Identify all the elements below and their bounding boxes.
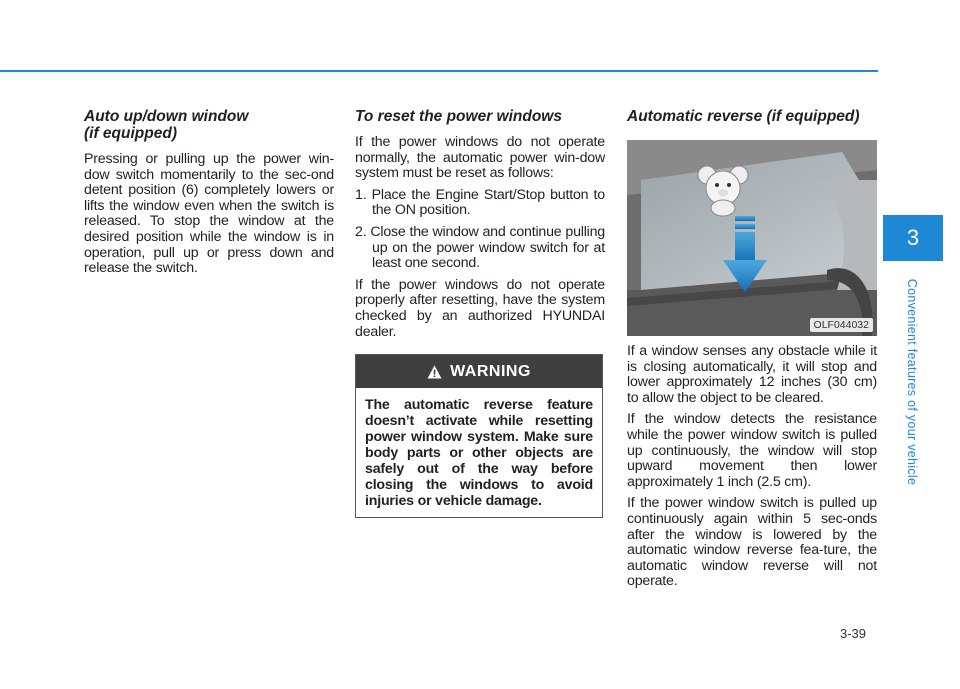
chapter-title: [882, 270, 942, 494]
auto-up-down-body: Pressing or pulling up the power win-dow switch momentarily to the sec-ond detent position (6) completely lowers or lifts the window even when the switch is released. To stop the window at the desired position while the window is in operation, pull up or press down and release the switch.: [84, 151, 334, 277]
auto-up-down-heading: [84, 108, 334, 142]
warning-triangle-icon: [427, 365, 442, 379]
heading-line-2: (if equipped): [84, 125, 177, 142]
column-auto-up-down: [84, 108, 334, 283]
reset-step: 2. Close the window and continue pulling up on the power window switch for at least one second.: [355, 223, 605, 272]
page-number: 3-39: [840, 626, 867, 641]
reset-intro: If the power windows do not operate normally, the automatic power win-dow system must be reset as follows:: [355, 134, 605, 182]
car-window-drawing: [627, 140, 877, 336]
reset-step: 1. Place the Engine Start/Stop button to the ON position.: [355, 186, 605, 219]
warning-title: WARNING: [450, 362, 531, 380]
chapter-title-text: Convenient features of your vehicle: [905, 278, 920, 486]
auto-reverse-text: [627, 344, 877, 596]
warning-body: The automatic reverse feature doesn’t activate while resetting power window system. Make sure body parts or other objects are safely out of the way before closing the windows to avoid injuries or vehicle damage.: [365, 397, 593, 509]
auto-reverse-paragraph: If the power window switch is pulled up continuously again within 5 sec-onds after the window is lowered by the automatic window reverse fea-ture, the automatic window reverse will not operate.: [627, 495, 877, 590]
figure-code: OLF044032: [810, 318, 873, 332]
top-rule: [0, 70, 878, 72]
column-reset-power-windows: [355, 108, 605, 346]
auto-reverse-paragraph: If the window detects the resistance while the power window switch is pulled up continuously, the window will stop upward movement then lower approximately 1 inch (2.5 cm).: [627, 411, 877, 490]
auto-reverse-paragraph: If a window senses any obstacle while it is closing automatically, it will stop and lower approximately 12 inches (30 cm) to allow the object to be cleared.: [627, 343, 877, 406]
reset-outro: If the power windows do not operate properly after resetting, have the system checked by an authorized HYUNDAI dealer.: [355, 276, 605, 340]
auto-reverse-heading: Automatic reverse (if equipped): [627, 108, 860, 125]
column-automatic-reverse: [627, 108, 877, 135]
chapter-number-tab: 3: [883, 215, 943, 261]
reset-steps: [355, 188, 605, 272]
reset-heading: To reset the power windows: [355, 108, 562, 125]
heading-line-1: Auto up/down window: [84, 108, 249, 125]
window-obstacle-illustration: [627, 140, 877, 336]
warning-header: [356, 355, 602, 388]
warning-box: [355, 354, 603, 518]
